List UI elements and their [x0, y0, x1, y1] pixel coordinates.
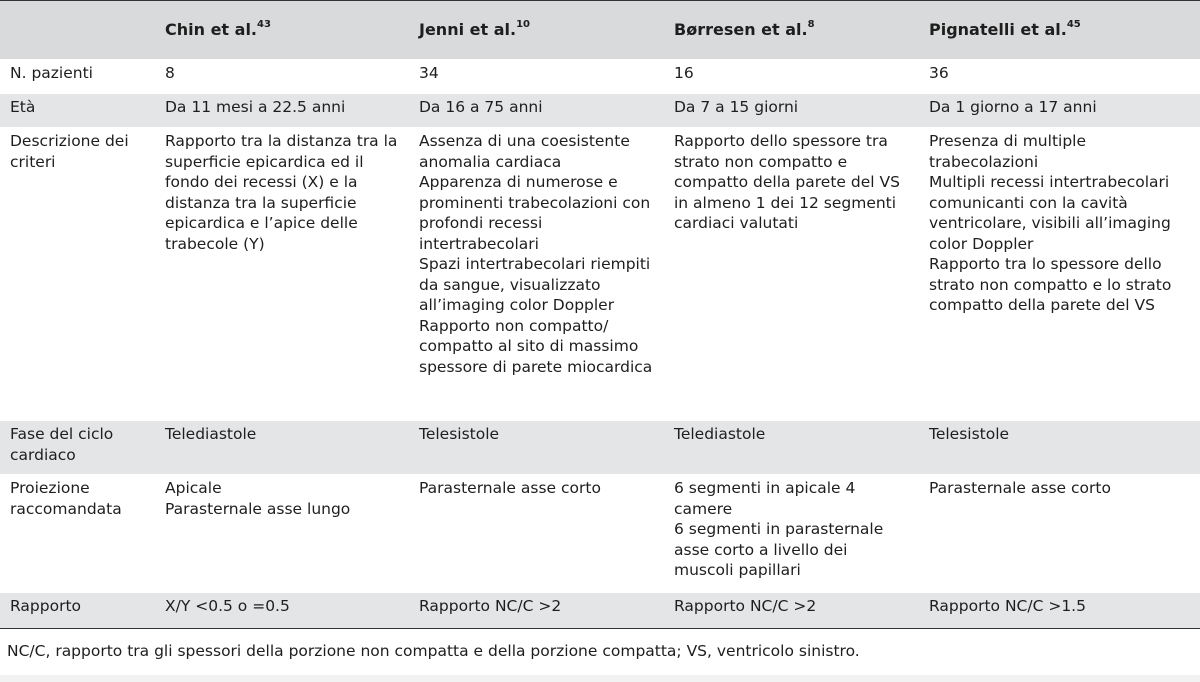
table-cell: Telediastole	[155, 421, 409, 475]
table-row	[0, 60, 1200, 94]
row-label: Proiezione raccomandata	[0, 475, 155, 593]
table-cell: Da 7 a 15 giorni	[664, 94, 919, 128]
table-row	[0, 94, 1200, 128]
table-cell	[919, 475, 1200, 593]
table-cell: Telesistole	[919, 421, 1200, 475]
table-row	[0, 128, 1200, 421]
table-cell: Rapporto NC/C >2	[664, 593, 919, 629]
cell-paragraph: Rapporto tra la distanza tra la superficie epicardica ed il fondo dei recessi (X) e la distanza tra la superficie epicardica e l’apice delle trabecole (Y)	[165, 132, 398, 253]
cell-paragraph: Parasternale asse corto	[419, 479, 601, 497]
header-cell-jenni: Jenni et al.$^{10}$	[409, 1, 664, 60]
row-label: Fase del ciclo cardiaco	[0, 421, 155, 475]
header-cell-chin: Chin et al.$^{43}$	[155, 1, 409, 60]
cell-paragraph: Rapporto dello spessore tra strato non compatto e compatto della parete del VS in almeno 1 dei 12 segmenti cardiaci valutati	[674, 132, 900, 232]
table-cell: 16	[664, 60, 919, 94]
cell-paragraph: Apicale	[165, 479, 222, 497]
table-cell: Da 11 mesi a 22.5 anni	[155, 94, 409, 128]
table-row	[0, 593, 1200, 629]
table-cell: Telediastole	[664, 421, 919, 475]
cell-paragraph: Presenza di multiple trabecolazioni	[929, 132, 1087, 171]
table-cell: Rapporto NC/C >2	[409, 593, 664, 629]
table-row	[0, 475, 1200, 593]
table-footnote: NC/C, rapporto tra gli spessori della porzione non compatta e della porzione compatta; VS, ventricolo sinistro.	[7, 642, 860, 660]
table-cell	[155, 128, 409, 421]
cell-paragraph: Parasternale asse corto	[929, 479, 1111, 497]
cell-paragraph: Rapporto non compatto/ compatto al sito di massimo spessore di parete miocardica	[419, 316, 653, 376]
table-cell: Da 16 a 75 anni	[409, 94, 664, 128]
table-cell: Rapporto NC/C >1.5	[919, 593, 1200, 629]
table-cell	[409, 475, 664, 593]
cell-paragraph: Spazi intertrabecolari riempiti da sangue, visualizzato all’imaging color Doppler	[419, 255, 651, 314]
table-cell: Telesistole	[409, 421, 664, 475]
row-label: Età	[0, 94, 155, 128]
cell-paragraph: Apparenza di numerose e prominenti trabecolazioni con profondi recessi intertrabecolari	[419, 173, 651, 253]
table-cell: 34	[409, 60, 664, 94]
footer-band	[0, 675, 1200, 682]
cell-paragraph: 6 segmenti in apicale 4 camere	[674, 479, 856, 518]
table-cell: 36	[919, 60, 1200, 94]
table-cell	[155, 475, 409, 593]
header-cell-empty	[0, 1, 155, 60]
table-cell: X/Y <0.5 o =0.5	[155, 593, 409, 629]
table-cell	[409, 128, 664, 421]
table-cell	[919, 128, 1200, 421]
cell-paragraph: Assenza di una coesistente anomalia cardiaca	[419, 132, 630, 171]
table-cell	[664, 475, 919, 593]
cell-paragraph: Parasternale asse lungo	[165, 499, 351, 518]
cell-paragraph: Rapporto tra lo spessore dello strato non compatto e lo strato compatto della parete del VS	[929, 255, 1172, 314]
header-cell-pignatelli: Pignatelli et al.$^{45}$	[919, 1, 1200, 60]
table-row	[0, 421, 1200, 475]
row-label: Descrizione dei criteri	[0, 128, 155, 421]
header-cell-borresen: Børresen et al.$^8$	[664, 1, 919, 60]
table-cell: 8	[155, 60, 409, 94]
cell-paragraph: 6 segmenti in parasternale asse corto a livello dei muscoli papillari	[674, 520, 884, 579]
table-cell	[664, 128, 919, 421]
cell-paragraph: Multipli recessi intertrabecolari comunicanti con la cavità ventricolare, visibili all’imaging color Doppler	[929, 173, 1171, 253]
row-label: N. pazienti	[0, 60, 155, 94]
row-label: Rapporto	[0, 593, 155, 629]
header-row	[0, 1, 1200, 60]
table-cell: Da 1 giorno a 17 anni	[919, 94, 1200, 128]
